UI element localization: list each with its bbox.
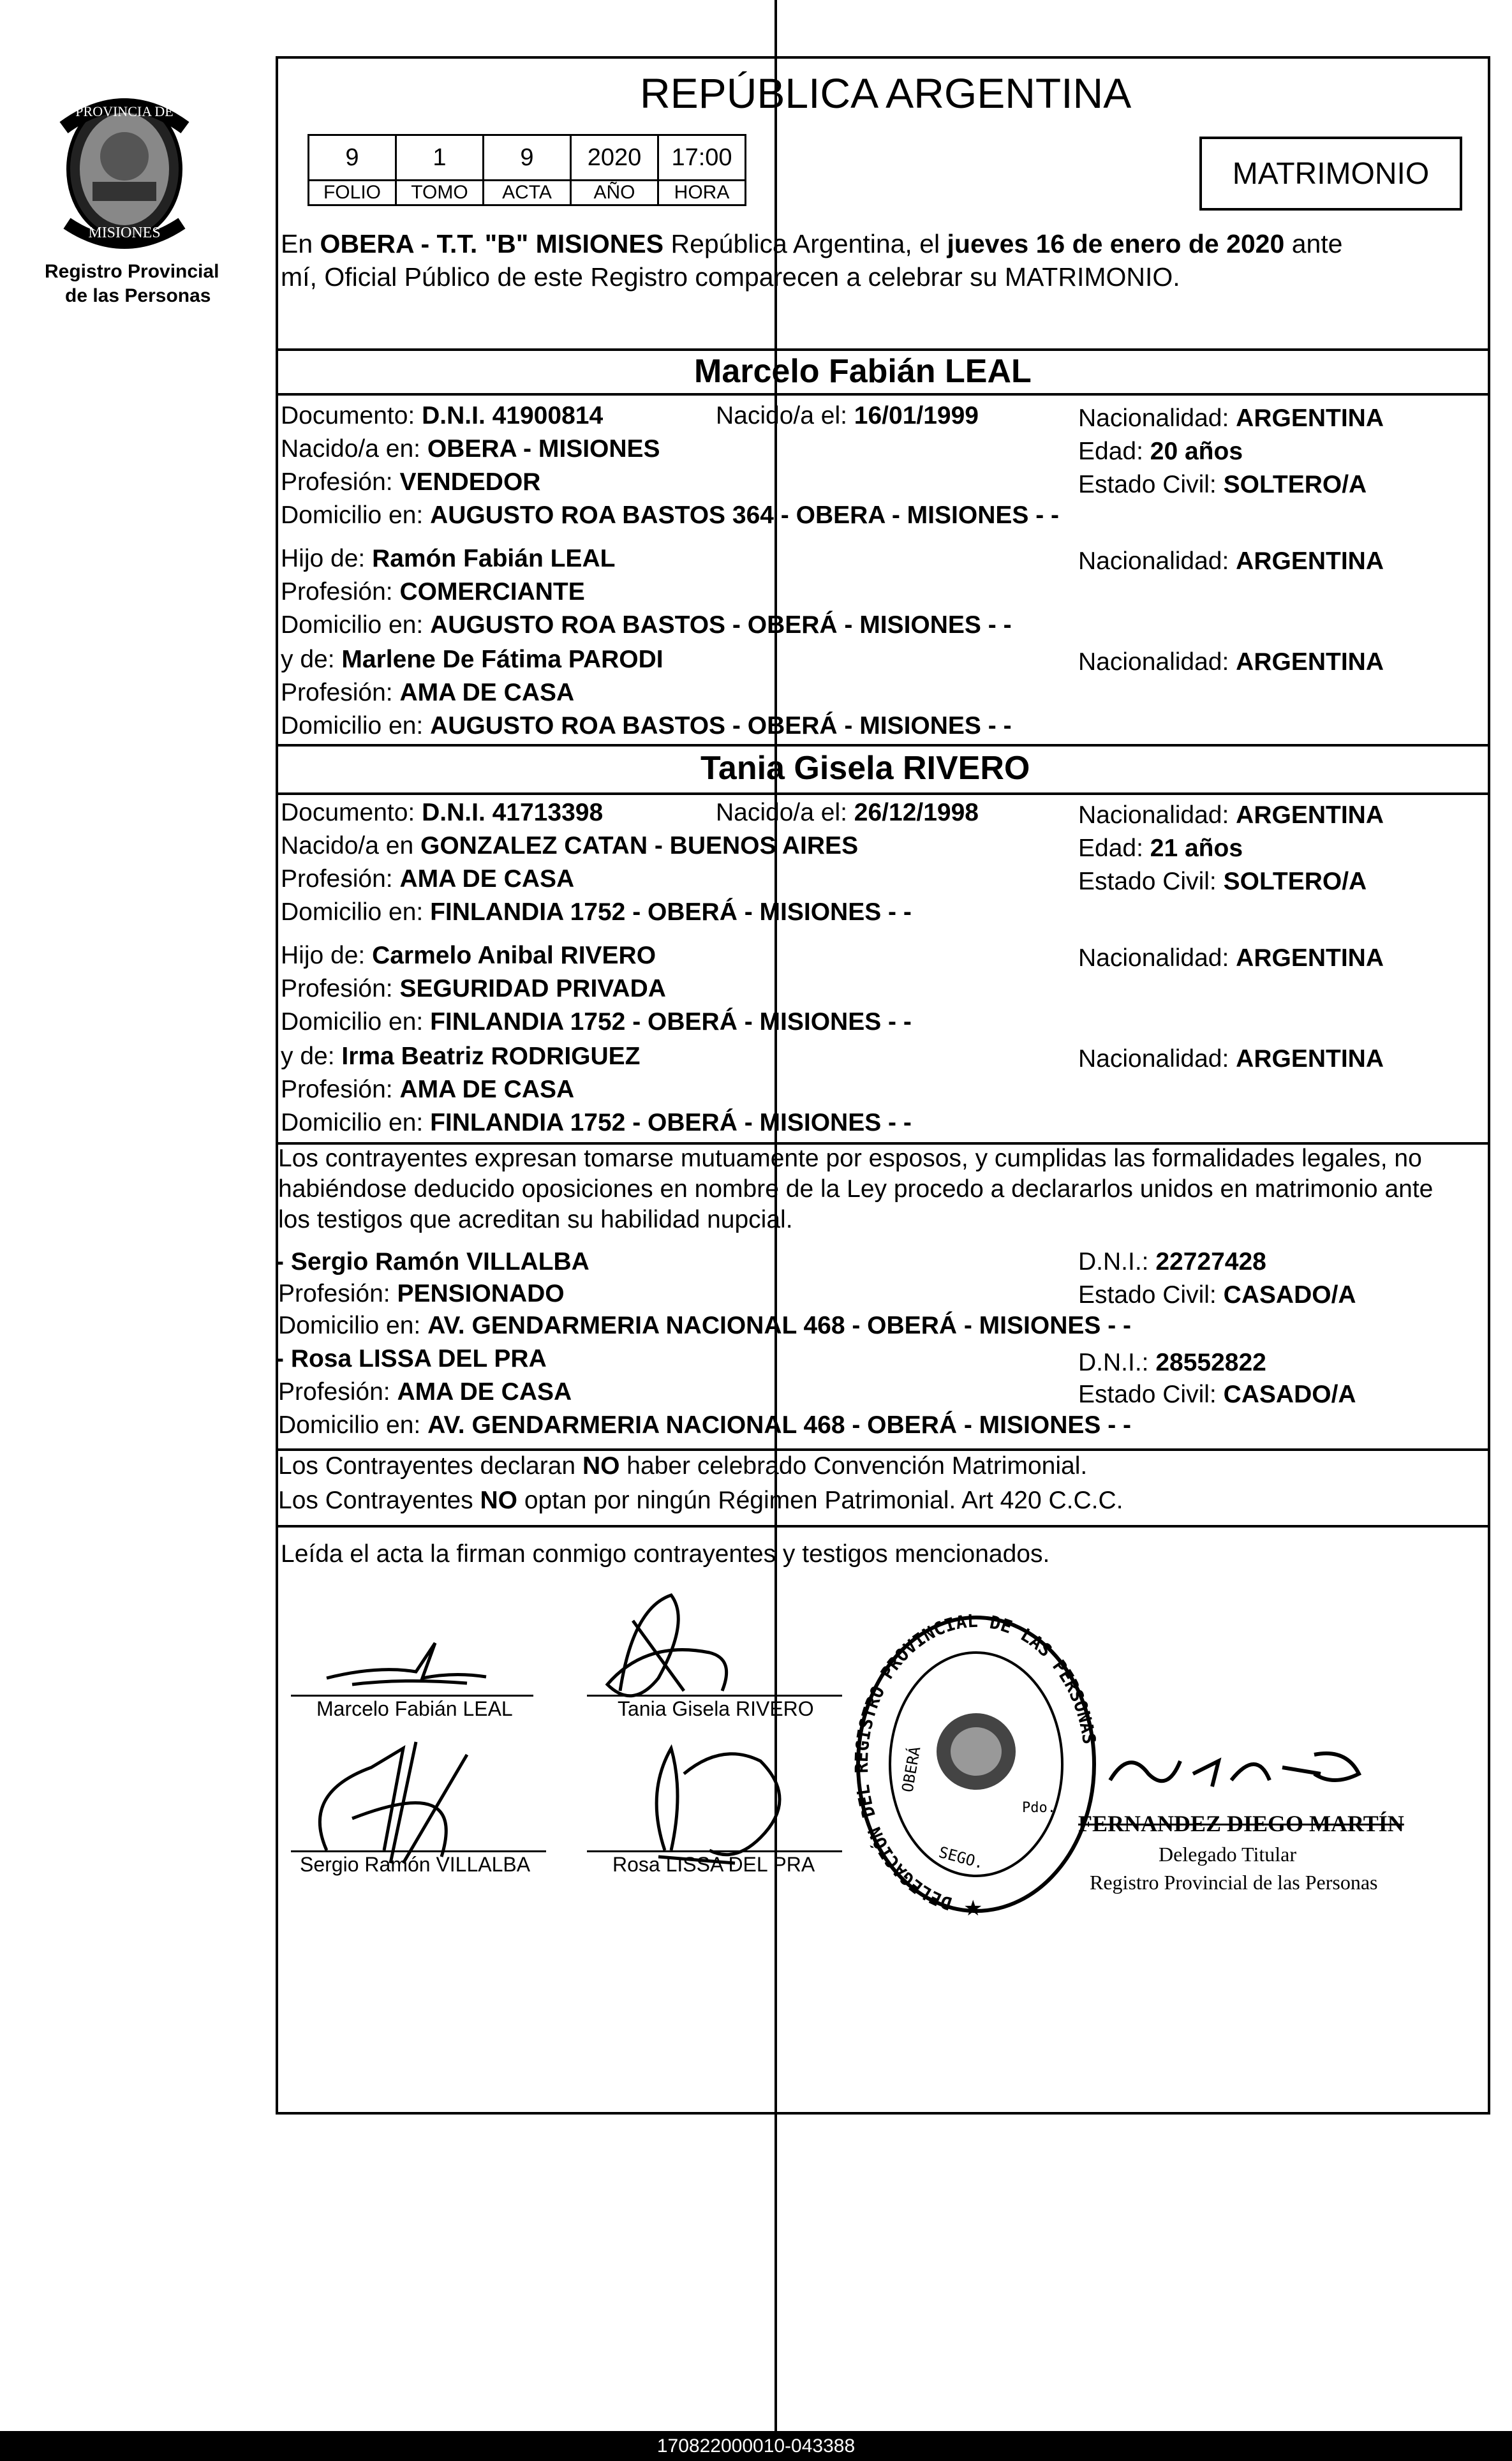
- ano-label: AÑO: [571, 181, 658, 205]
- spouse2-civil-status: Estado Civil: SOLTERO/A: [1078, 868, 1367, 895]
- folio-table: [308, 134, 746, 206]
- official-role: Delegado Titular: [1159, 1843, 1296, 1866]
- stamp-inner-right: Pdo.: [1022, 1800, 1056, 1816]
- stamp-inner-bottom: SEGO.: [937, 1843, 986, 1873]
- spouse2-age: Edad: 21 años: [1078, 835, 1243, 862]
- signature-marks: [276, 1582, 850, 1889]
- spouse2-document: Documento: D.N.I. 41713398: [281, 799, 604, 826]
- official-office: Registro Provincial de las Personas: [1090, 1871, 1378, 1894]
- spouse1-document: Documento: D.N.I. 41900814: [281, 402, 604, 429]
- intro-date: jueves 16 de enero de 2020: [947, 229, 1285, 258]
- svg-text:MISIONES: MISIONES: [88, 225, 161, 241]
- rule-7: [276, 1525, 1490, 1528]
- spouse2-father-address: Domicilio en: FINLANDIA 1752 - OBERÁ - MISIONES - -: [281, 1008, 912, 1036]
- stamp-ring-text: DELEGACIÓN DEL REGISTRO PROVINCIAL DE LAS PERSONAS: [850, 1610, 1101, 1915]
- spouse1-address: Domicilio en: AUGUSTO ROA BASTOS 364 - OBERA - MISIONES - -: [281, 502, 1060, 529]
- witness2-dni: D.N.I.: 28552822: [1078, 1349, 1266, 1376]
- intro-line-2: mí, Oficial Público de este Registro comparecen a celebrar su MATRIMONIO.: [281, 262, 1180, 292]
- signature-line-4: [587, 1850, 842, 1852]
- act-type-box: [1199, 137, 1462, 211]
- closing-statement: Leída el acta la firman conmigo contrayentes y testigos mencionados.: [281, 1540, 1050, 1568]
- folio-value: 9: [309, 135, 396, 181]
- rule-4: [276, 792, 1490, 795]
- declaration-line-2: habiéndose deducido oposiciones en nombre de la Ley procedo a declararlos unidos en matrimonio ante: [278, 1175, 1434, 1203]
- spouse2-mother-profession: Profesión: AMA DE CASA: [281, 1076, 575, 1103]
- signature-4-scribble: [656, 1748, 780, 1863]
- spouse2-mother: y de: Irma Beatriz RODRIGUEZ: [281, 1043, 641, 1070]
- spouse1-age: Edad: 20 años: [1078, 438, 1243, 465]
- emblem-caption-line2: de las Personas: [65, 285, 211, 306]
- rule-1: [276, 348, 1490, 351]
- witness1-name: - Sergio Ramón VILLALBA: [276, 1248, 589, 1275]
- hora-label: HORA: [658, 181, 746, 205]
- spouse2-address: Domicilio en: FINLANDIA 1752 - OBERÁ - MISIONES - -: [281, 898, 912, 926]
- svg-text:PROVINCIA DE: PROVINCIA DE: [75, 103, 174, 119]
- intro-line-1: [281, 230, 1343, 258]
- spouse1-father-address: Domicilio en: AUGUSTO ROA BASTOS - OBERÁ - MISIONES - -: [281, 611, 1012, 639]
- spouse2-birthplace: Nacido/a en GONZALEZ CATAN - BUENOS AIRES: [281, 832, 859, 859]
- spouse1-name: Marcelo Fabián LEAL: [694, 353, 1032, 390]
- signature-label-witness2: Rosa LISSA DEL PRA: [612, 1853, 815, 1876]
- rule-6: [276, 1448, 1490, 1451]
- spouse2-birthdate: Nacido/a el: 26/12/1998: [716, 799, 979, 826]
- signature-label-witness1: Sergio Ramón VILLALBA: [300, 1853, 531, 1876]
- tomo-label: TOMO: [396, 181, 484, 205]
- official-name: FERNANDEZ DIEGO MARTÍN: [1078, 1811, 1404, 1836]
- spouse1-father-profession: Profesión: COMERCIANTE: [281, 578, 585, 606]
- spouse1-mother-profession: Profesión: AMA DE CASA: [281, 679, 575, 706]
- regimen-line-1: Los Contrayentes declaran NO haber celebrado Convención Matrimonial.: [278, 1452, 1088, 1480]
- intro-pre: En: [281, 229, 320, 258]
- rule-2: [276, 393, 1490, 396]
- tomo-value: 1: [396, 135, 484, 181]
- signature-line-3: [291, 1850, 546, 1852]
- acta-label: ACTA: [484, 181, 571, 205]
- witness1-dni: D.N.I.: 22727428: [1078, 1248, 1266, 1275]
- spouse1-father: Hijo de: Ramón Fabián LEAL: [281, 545, 616, 572]
- spouse1-father-nationality: Nacionalidad: ARGENTINA: [1078, 547, 1384, 575]
- ano-value: 2020: [571, 135, 658, 181]
- hora-value: 17:00: [658, 135, 746, 181]
- witness2-profession: Profesión: AMA DE CASA: [278, 1378, 572, 1406]
- spouse2-nationality: Nacionalidad: ARGENTINA: [1078, 801, 1384, 829]
- emblem-caption-line1: Registro Provincial: [45, 261, 219, 282]
- stamp-crest-icon: [937, 1713, 1016, 1790]
- witness2-civil-status: Estado Civil: CASADO/A: [1078, 1381, 1356, 1408]
- misiones-crest-icon: [38, 89, 211, 255]
- rule-3: [276, 744, 1490, 747]
- witness1-address: Domicilio en: AV. GENDARMERIA NACIONAL 468 - OBERÁ - MISIONES - -: [278, 1312, 1132, 1339]
- official-signature: [1104, 1736, 1397, 1806]
- intro-mid: República Argentina, el: [663, 229, 947, 258]
- acta-value: 9: [484, 135, 571, 181]
- witness1-civil-status: Estado Civil: CASADO/A: [1078, 1281, 1356, 1309]
- witness2-address: Domicilio en: AV. GENDARMERIA NACIONAL 468 - OBERÁ - MISIONES - -: [278, 1411, 1132, 1439]
- registry-stamp: [849, 1608, 1104, 1927]
- province-emblem: [38, 89, 211, 255]
- stamp-inner-left: OBERÁ: [898, 1745, 924, 1794]
- regimen-line-2: Los Contrayentes NO optan por ningún Régimen Patrimonial. Art 420 C.C.C.: [278, 1487, 1123, 1514]
- folio-label: FOLIO: [309, 181, 396, 205]
- spouse1-mother-address: Domicilio en: AUGUSTO ROA BASTOS - OBERÁ - MISIONES - -: [281, 712, 1012, 740]
- spouse1-birthplace: Nacido/a en: OBERA - MISIONES: [281, 435, 660, 463]
- spouse1-civil-status: Estado Civil: SOLTERO/A: [1078, 471, 1367, 498]
- declaration-line-3: los testigos que acreditan su habilidad nupcial.: [278, 1206, 793, 1233]
- spouse1-profession: Profesión: VENDEDOR: [281, 468, 541, 496]
- intro-place: OBERA - T.T. "B" MISIONES: [320, 229, 664, 258]
- intro-post: ante: [1284, 229, 1343, 258]
- signature-label-spouse2: Tania Gisela RIVERO: [618, 1697, 814, 1720]
- spouse1-mother: y de: Marlene De Fátima PARODI: [281, 646, 663, 673]
- stamp-star-icon: ★: [963, 1896, 983, 1921]
- signature-label-spouse1: Marcelo Fabián LEAL: [316, 1697, 513, 1720]
- document-title: REPÚBLICA ARGENTINA: [640, 70, 1132, 117]
- spouse1-mother-nationality: Nacionalidad: ARGENTINA: [1078, 648, 1384, 676]
- signature-line-1: [291, 1695, 533, 1697]
- spouse1-birthdate: Nacido/a el: 16/01/1999: [716, 402, 979, 429]
- declaration-line-1: Los contrayentes expresan tomarse mutuamente por esposos, y cumplidas las formalidades legales, no: [278, 1145, 1422, 1172]
- spouse2-father-nationality: Nacionalidad: ARGENTINA: [1078, 944, 1384, 972]
- signature-line-2: [587, 1695, 842, 1697]
- signature-3-scribble: [320, 1742, 467, 1863]
- spouse2-father: Hijo de: Carmelo Anibal RIVERO: [281, 942, 656, 969]
- witness1-profession: Profesión: PENSIONADO: [278, 1280, 565, 1307]
- spouse2-profession: Profesión: AMA DE CASA: [281, 865, 575, 893]
- spouse2-name: Tania Gisela RIVERO: [700, 750, 1030, 787]
- document-barcode-number: 170822000010-043388: [0, 2431, 1512, 2461]
- witness2-name: - Rosa LISSA DEL PRA: [276, 1345, 547, 1372]
- act-type-label: MATRIMONIO: [1232, 156, 1430, 191]
- spouse2-mother-address: Domicilio en: FINLANDIA 1752 - OBERÁ - MISIONES - -: [281, 1109, 912, 1136]
- spouse2-father-profession: Profesión: SEGURIDAD PRIVADA: [281, 975, 666, 1002]
- spouse1-nationality: Nacionalidad: ARGENTINA: [1078, 405, 1384, 432]
- signature-1-scribble: [327, 1643, 486, 1684]
- signature-2-scribble: [607, 1595, 727, 1696]
- spouse2-mother-nationality: Nacionalidad: ARGENTINA: [1078, 1045, 1384, 1073]
